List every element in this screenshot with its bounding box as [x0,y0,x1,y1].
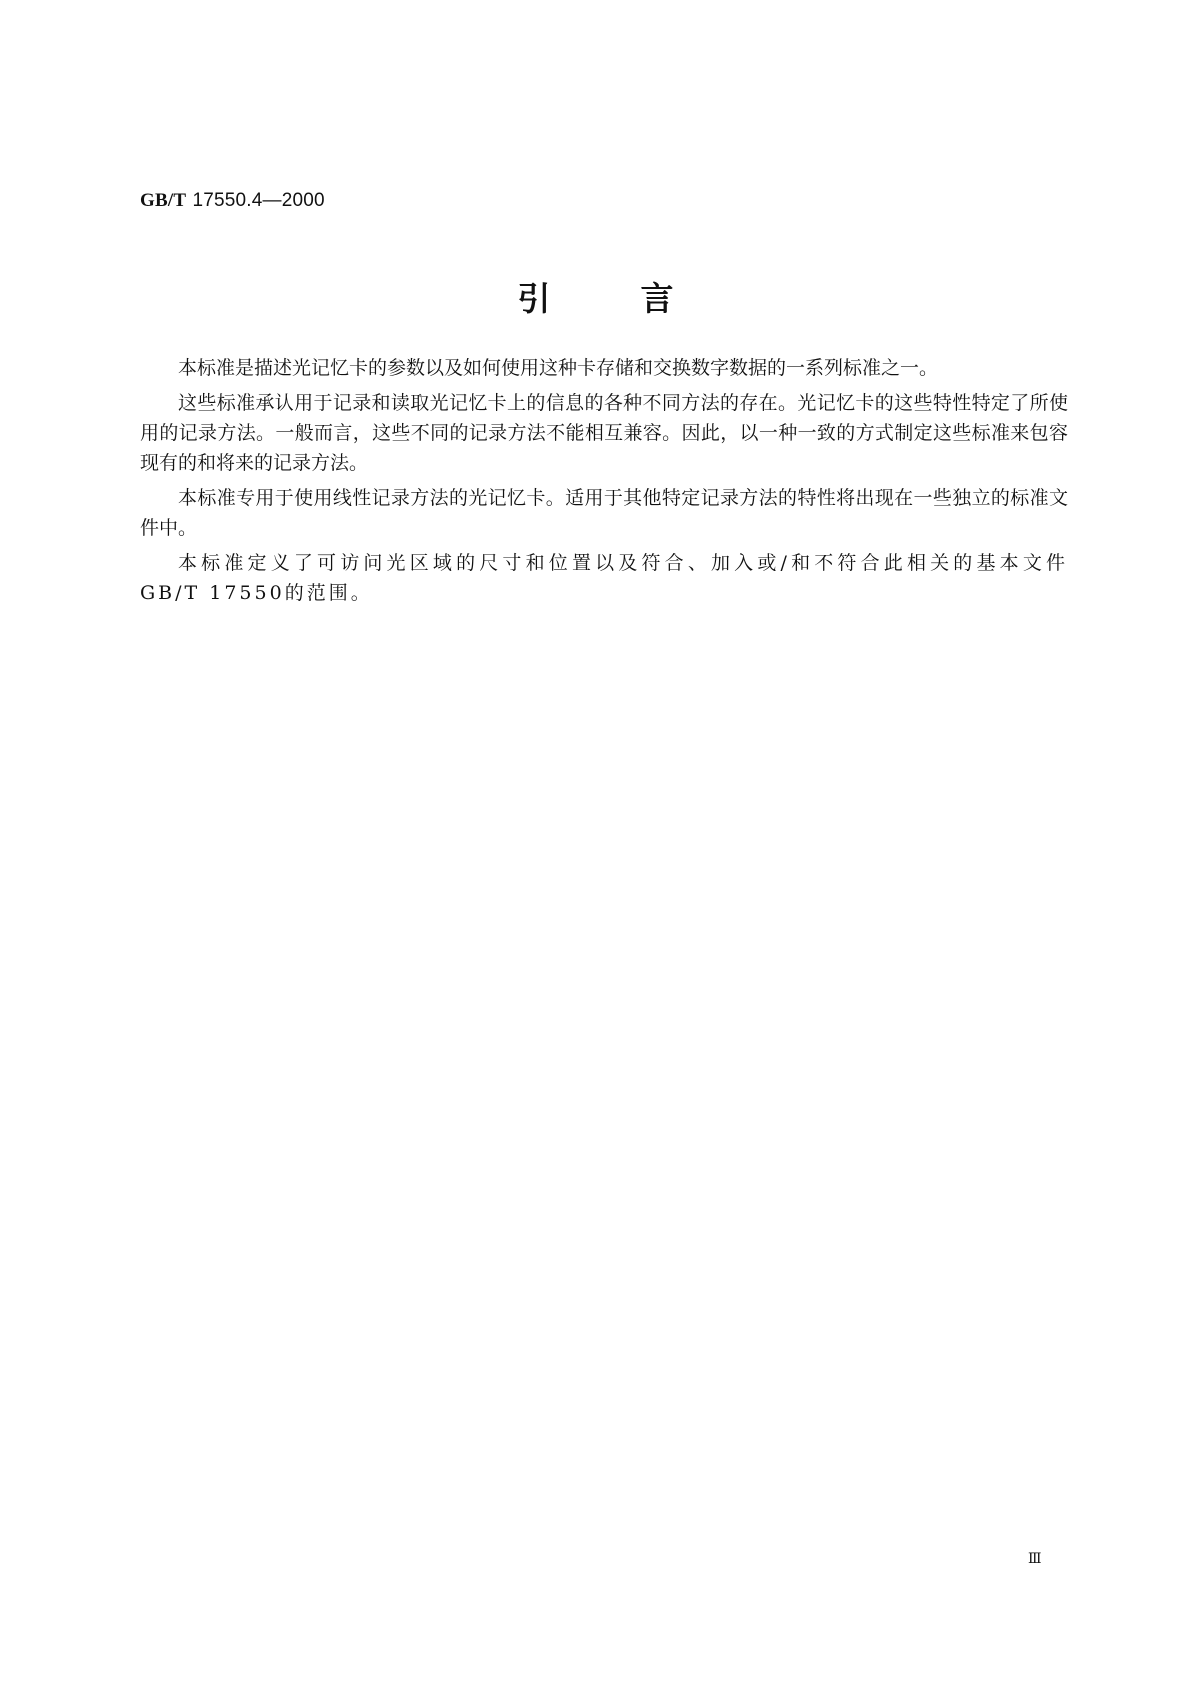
standard-prefix: GB/T [140,190,187,211]
page-title: 引言 [517,279,764,318]
paragraph: 本标准定义了可访问光区域的尺寸和位置以及符合、加入或/和不符合此相关的基本文件GB/T 17550的范围。 [140,552,1068,604]
paragraph: 这些标准承认用于记录和读取光记忆卡上的信息的各种不同方法的存在。光记忆卡的这些特性特定了所使用的记录方法。一般而言，这些不同的记录方法不能相互兼容。因此，以一种一致的方式制定这些标准来包容现有的和将来的记录方法。 [140,392,1068,474]
standard-number: 17550.4—2000 [192,190,325,211]
document-body [140,353,1068,613]
standard-number-header [140,188,325,213]
page-number: Ⅲ [1028,1551,1042,1567]
paragraph: 本标准是描述光记忆卡的参数以及如何使用这种卡存储和交换数字数据的一系列标准之一。 [178,357,939,379]
paragraph: 本标准专用于使用线性记录方法的光记忆卡。适用于其他特定记录方法的特性将出现在一些独立的标准文件中。 [140,487,1068,539]
